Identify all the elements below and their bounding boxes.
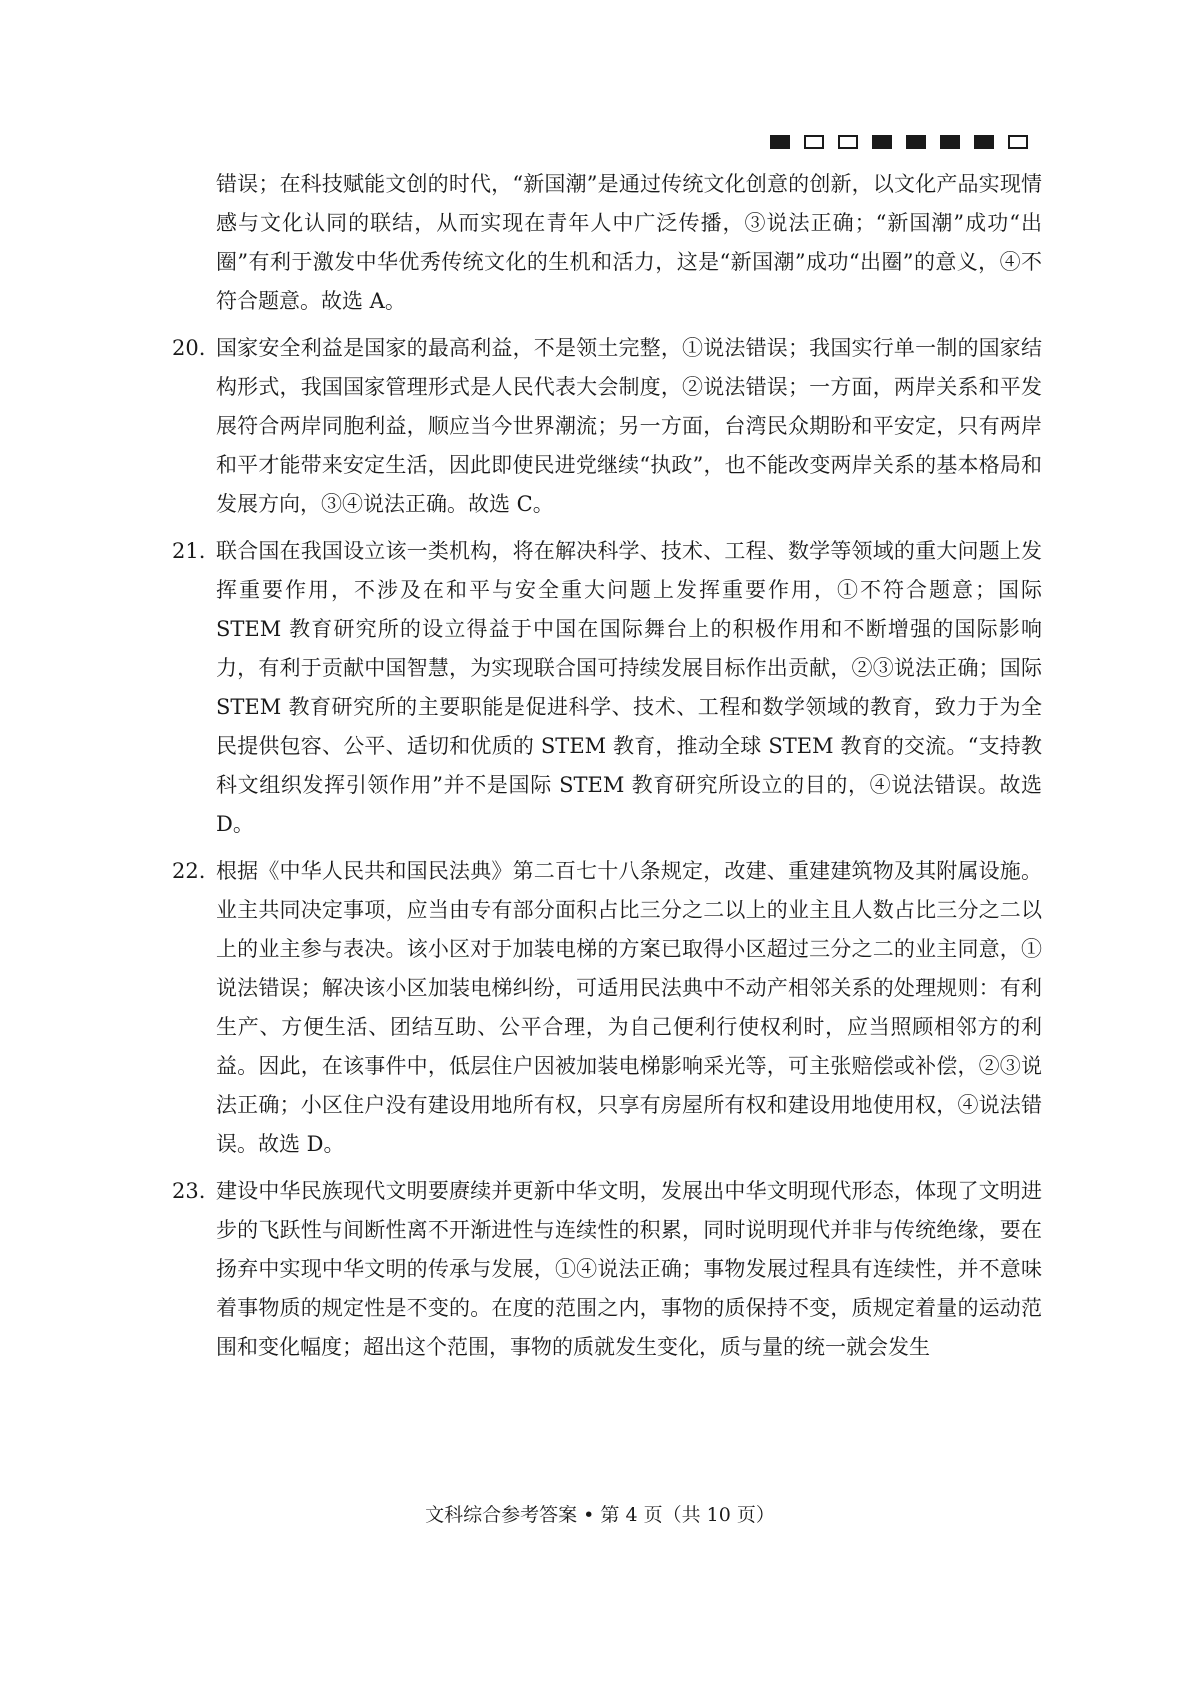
answer-text: 根据《中华人民共和国民法典》第二百七十八条规定，改建、重建建筑物及其附属设施。业主共同决定事项，应当由专有部分面积占比三分之二以上的业主且人数占比三分之二以上的业主参与表决。该小区对于加装电梯的方案已取得小区超过三分之二的业主同意，①说法错误；解决该小区加装电梯纠纷，可适用民法典中不动产相邻关系的处理规则：有利生产、方便生活、团结互助、公平合理，为自己便利行使权利时，应当照顾相邻方的利益。因此，在该事件中，低层住户因被加装电梯影响采光等，可主张赔偿或补偿，②③说法正确；小区住户没有建设用地所有权，只享有房屋所有权和建设用地使用权，④说法错误。故选 D。 bbox=[216, 859, 1042, 1156]
answer-item-22 bbox=[172, 852, 1042, 1164]
page-footer: 文科综合参考答案 • 第 4 页（共 10 页） bbox=[425, 1504, 775, 1526]
header-mark bbox=[974, 135, 994, 149]
answer-text: 联合国在我国设立该一类机构，将在解决科学、技术、工程、数学等领域的重大问题上发挥重要作用，不涉及在和平与安全重大问题上发挥重要作用，①不符合题意；国际 STEM 教育研究所的设立得益于中国在国际舞台上的积极作用和不断增强的国际影响力，有利于贡献中国智慧，为实现联合国可持续发展目标作出贡献，②③说法正确；国际 STEM 教育研究所的主要职能是促进科学、技术、工程和数学领域的教育，致力于为全民提供包容、公平、适切和优质的 STEM 教育，推动全球 STEM 教育的交流。“支持教科文组织发挥引领作用”并不是国际 STEM 教育研究所设立的目的，④说法错误。故选 D。 bbox=[216, 539, 1042, 836]
header-mark bbox=[804, 135, 824, 149]
answer-text: 国家安全利益是国家的最高利益，不是领土完整，①说法错误；我国实行单一制的国家结构形式，我国国家管理形式是人民代表大会制度，②说法错误；一方面，两岸关系和平发展符合两岸同胞利益，顺应当今世界潮流；另一方面，台湾民众期盼和平安定，只有两岸和平才能带来安定生活，因此即使民进党继续“执政”，也不能改变两岸关系的基本格局和发展方向，③④说法正确。故选 C。 bbox=[216, 336, 1042, 516]
header-mark bbox=[872, 135, 892, 149]
answer-content bbox=[172, 165, 1042, 1375]
answer-number: 21. bbox=[172, 539, 206, 563]
answer-text: 建设中华民族现代文明要赓续并更新中华文明，发展出中华文明现代形态，体现了文明进步的飞跃性与间断性离不开渐进性与连续性的积累，同时说明现代并非与传统绝缘，要在扬弃中实现中华文明的传承与发展，①④说法正确；事物发展过程具有连续性，并不意味着事物质的规定性是不变的。在度的范围之内，事物的质保持不变，质规定着量的运动范围和变化幅度；超出这个范围，事物的质就发生变化，质与量的统一就会发生 bbox=[216, 1179, 1042, 1359]
header-mark bbox=[838, 135, 858, 149]
header-mark bbox=[940, 135, 960, 149]
answer-text: 错误；在科技赋能文创的时代，“新国潮”是通过传统文化创意的创新，以文化产品实现情感与文化认同的联结，从而实现在青年人中广泛传播，③说法正确；“新国潮”成功“出圈”有利于激发中华优秀传统文化的生机和活力，这是“新国潮”成功“出圈”的意义，④不符合题意。故选 A。 bbox=[216, 172, 1042, 313]
answer-item-20 bbox=[172, 329, 1042, 524]
answer-item-19-continued bbox=[172, 165, 1042, 321]
answer-number: 23. bbox=[172, 1179, 206, 1203]
header-marks bbox=[770, 135, 1028, 149]
answer-number: 22. bbox=[172, 859, 206, 883]
answer-item-23 bbox=[172, 1172, 1042, 1367]
header-mark bbox=[906, 135, 926, 149]
answer-item-21 bbox=[172, 532, 1042, 844]
answer-number: 20. bbox=[172, 336, 206, 360]
header-mark bbox=[770, 135, 790, 149]
header-mark bbox=[1008, 135, 1028, 149]
